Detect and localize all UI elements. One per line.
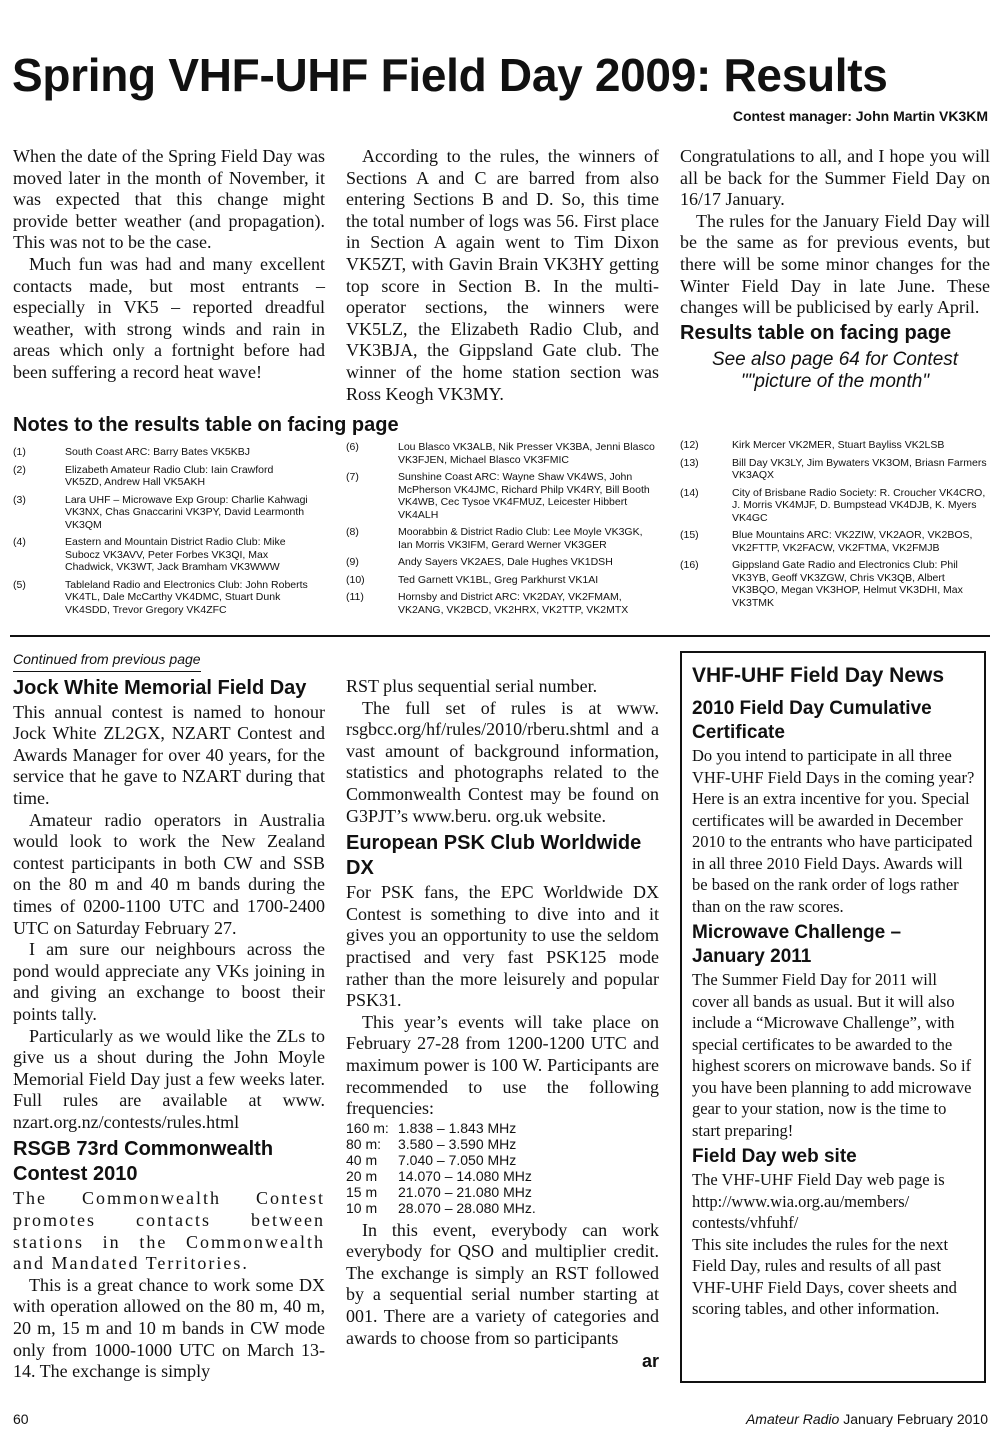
frequency-row [346, 1136, 536, 1152]
band-cell: 40 m [346, 1151, 378, 1168]
note-item [13, 446, 308, 459]
frequency-row [346, 1120, 536, 1136]
note-item [680, 439, 990, 452]
note-text: Kirk Mercer VK2MER, Stuart Bayliss VK2LSB [732, 439, 945, 451]
note-item [346, 471, 659, 521]
article-paragraph: This annual contest is named to honour Jock White ZL2GX, NZART Contest and Awards Manager for over 40 years, for the service that he gave to NZART during that time. [13, 701, 325, 808]
note-item [346, 574, 659, 587]
intro-paragraph: Congratulations to all, and I hope you will all be back for the Summer Field Day on 16/17 January. [680, 146, 990, 210]
note-number: (11) [346, 591, 364, 603]
note-item [680, 529, 990, 554]
article-paragraph: This year’s events will take place on February 27-28 from 1200-1200 UTC and maximum power is 100 W. Participants are recommended to use the following frequencies: [346, 1011, 659, 1119]
note-item [680, 487, 990, 525]
article-paragraph: In this event, everybody can work everybody for QSO and multiplier credit. The exchange is simply an RST followed by a sequential serial number starting at 001. There are a variety of categories and awards to choose from so participants [346, 1219, 659, 1348]
note-text: Ted Garnett VK1BL, Greg Parkhurst VK1AI [398, 573, 599, 586]
range-cell: 1.838 – 1.843 MHz [398, 1119, 517, 1136]
rsgb-heading: RSGB 73rd Commonwealth Contest 2010 [13, 1138, 274, 1186]
note-item [13, 536, 308, 574]
note-number: (16) [680, 559, 699, 571]
note-item [13, 464, 308, 489]
news-box [680, 651, 986, 1383]
note-number: (9) [346, 556, 359, 568]
band-cell: 10 m [346, 1199, 378, 1216]
news-subheading: Microwave Challenge – January 2011 [692, 922, 902, 967]
note-text: Blue Mountains ARC: VK2ZIW, VK2AOR, VK2BOS, VK2FTTP, VK2FACW, VK2FTMA, VK2FMJB [732, 529, 973, 554]
range-cell: 21.070 – 21.080 MHz [398, 1183, 532, 1200]
article-paragraph: Amateur radio operators in Australia would look to work the New Zealand contest participants in both CW and SSB on the 80 m and 40 m bands during the times of 0200-1100 UTC and 1700-2400 UTC on Saturday February 27. [13, 809, 325, 938]
notes-column-3 [680, 439, 990, 614]
range-cell: 14.070 – 14.080 MHz [398, 1167, 532, 1184]
note-item [346, 441, 659, 466]
news-paragraph: This site includes the rules for the next Field Day, rules and results of all past VHF-UHF Field Days, cover sheets and scoring tables, and other information. [692, 1234, 957, 1318]
news-box-title: VHF-UHF Field Day News [692, 664, 945, 687]
note-number: (8) [346, 526, 359, 538]
note-text: Lara UHF – Microwave Exp Group: Charlie Kahwagi VK3NX, Chas Gnaccarini VK3PY, David Learmonth VK3QM [65, 493, 308, 531]
intro-paragraph: When the date of the Spring Field Day was moved later in the month of November, it was expected that this change might provide better weather (and propagation). This was not to be the case. [13, 146, 325, 253]
article-title: Spring VHF-UHF Field Day 2009: Results [12, 49, 888, 101]
page-number: 60 [13, 1411, 29, 1427]
note-item [346, 556, 659, 569]
band-cell: 160 m: [346, 1119, 389, 1136]
frequency-row [346, 1152, 536, 1168]
note-number: (13) [680, 456, 699, 469]
frequency-table [346, 1120, 536, 1216]
note-text: Andy Sayers VK2AES, Dale Hughes VK1DSH [398, 556, 613, 568]
news-paragraph: Do you intend to participate in all three VHF-UHF Field Days in the coming year? Here is an extra incentive for you. Special certificates will be awarded in December 2010 to the entrants who have participated in all three 2010 Field Days. Awards will be based on the rank order of logs rather than on the raw scores. [692, 746, 975, 916]
continued-label: Continued from previous page [13, 649, 201, 672]
lower-column-1 [13, 648, 325, 1383]
note-text: Bill Day VK3LY, Jim Bywaters VK3OM, Briasn Farmers VK3AQX [732, 456, 987, 481]
note-item [13, 494, 308, 532]
note-number: (6) [346, 441, 359, 453]
article-paragraph: This is a great chance to work some DX with operation allowed on the 80 m, 40 m, 20 m, 15 m and 10 m bands in CW mode only from 1000-1000 UTC on March 13-14. The exchange is simply [13, 1274, 325, 1382]
see-also-note: See also page 64 for Contest ""picture of the month" [711, 348, 959, 392]
note-number: (1) [13, 446, 26, 458]
article-paragraph: I am sure our neighbours across the pond would appreciate any VKs joining in and giving an exchange to boost their points tally. [13, 939, 325, 1024]
issue-date: January February 2010 [843, 1411, 988, 1427]
frequency-row [346, 1168, 536, 1184]
news-subheading: 2010 Field Day Cumulative Certificate [692, 698, 932, 743]
range-cell: 7.040 – 7.050 MHz [398, 1151, 517, 1168]
notes-column-1 [13, 446, 308, 621]
note-text: Hornsby and District ARC: VK2DAY, VK2FMAM, VK2ANG, VK2BCD, VK2HRX, VK2TTP, VK2MTX [398, 591, 629, 616]
note-item [13, 579, 308, 617]
note-text: Tableland Radio and Electronics Club: John Roberts VK4TL, Dale McCarthy VK4DMC, Stuart Dunk VK4SDD, Trevor Gregory VK4ZFC [65, 578, 308, 616]
band-cell: 80 m: [346, 1135, 382, 1152]
note-number: (5) [13, 578, 26, 591]
article-paragraph: Particularly as we would like the ZLs to give us a shout during the John Moyle Memorial Field Day just a few weeks later. Full rules are available at www. nzart.org.nz/contests/rules.html [13, 1025, 325, 1132]
note-number: (7) [346, 471, 359, 483]
intro-paragraph: Much fun was had and many excellent contacts made, but most entrants – especially in VK5 – reported dreadful weather, with strong winds and rain in areas which only a fortnight before had been suffering a record heat wave! [13, 253, 325, 382]
lower-column-2 [346, 676, 659, 1373]
note-number: (15) [680, 529, 699, 541]
magazine-footer [746, 1411, 988, 1427]
note-text: Moorabbin & District Radio Club: Lee Moyle VK3GK, Ian Morris VK3IFM, Gerard Werner VK3GER [398, 526, 643, 551]
results-table-pointer: Results table on facing page [680, 321, 952, 344]
band-cell: 15 m [346, 1183, 378, 1200]
note-number: (14) [680, 486, 699, 499]
article-paragraph: The Commonwealth Contest promotes contacts between stations in the Commonwealth and Mandated Territories. [13, 1188, 325, 1274]
intro-paragraph: The rules for the January Field Day will be the same as for previous events, but there will be some minor changes for the Winter Field Day in late June. These changes will be publicised by early April. [680, 210, 990, 318]
news-box-content [692, 661, 976, 1322]
notes-column-2 [346, 441, 659, 621]
note-text: Lou Blasco VK3ALB, Nik Presser VK3BA, Jenni Blasco VK3FJEN, Michael Blasco VK3FMIC [398, 441, 655, 466]
notes-heading: Notes to the results table on facing page [13, 414, 399, 436]
note-item [346, 591, 659, 616]
psk-heading: European PSK Club Worldwide DX [346, 832, 642, 880]
note-number: (4) [13, 536, 26, 548]
note-text: South Coast ARC: Barry Bates VK5KBJ [65, 446, 251, 458]
frequency-row [346, 1184, 536, 1200]
note-item [346, 526, 659, 551]
note-text: Eastern and Mountain District Radio Club: Mike Subocz VK3AVV, Peter Forbes VK3QI, Max Chadwick, VK3WT, Jack Bramham VK3WWW [65, 536, 286, 573]
note-number: (3) [13, 493, 26, 506]
note-text: Gippsland Gate Radio and Electronics Club: Phil VK3YB, Geoff VK3ZGW, Chris VK3QB, Albert VK3BQO, Megan VK3HOP, Helmut VK3DHI, Max VK3TMK [732, 559, 963, 609]
intro-paragraph: According to the rules, the winners of Sections A and C are barred from also entering Sections B and D. So, this time the total number of logs was 56. First place in Section A again went to Tim Dixon VK5ZT, with Gavin Brain VK3HY getting top score in Section B. In the multi-operator sections, the winners were VK5LZ, the Elizabeth Radio Club, and VK3BJA, the Gippsland Gate club. The winner of the home station section was Ross Keogh VK3MY. [346, 146, 659, 404]
note-item [680, 457, 990, 482]
range-cell: 3.580 – 3.590 MHz [398, 1135, 517, 1152]
range-cell: 28.070 – 28.080 MHz. [398, 1199, 536, 1216]
article-paragraph: RST plus sequential serial number. [346, 676, 598, 696]
frequency-row [346, 1200, 536, 1216]
note-number: (12) [680, 439, 699, 451]
article-paragraph: The full set of rules is at www. rsgbcc.org/hf/rules/2010/rberu.shtml and a vast amount of background information, statistics and photographs related to the Commonwealth Contest may be found on G3PJT’s www.beru. org.uk website. [346, 697, 659, 826]
article-paragraph: For PSK fans, the EPC Worldwide DX Contest is something to dive into and it gives you an opportunity to use the seldom practised and very fast PSK125 mode rather than the more leisurely and popular PSK31. [346, 882, 659, 1011]
note-text: City of Brisbane Radio Society: R. Croucher VK4CRO, J. Morris VK4MJF, D. Bumpstead VK4DJB, K. Myers VK4GC [732, 486, 986, 524]
jock-white-heading: Jock White Memorial Field Day [13, 676, 307, 699]
section-divider [10, 635, 990, 637]
note-text: Elizabeth Amateur Radio Club: Iain Crawford VK5ZD, Andrew Hall VK5AKH [65, 463, 274, 488]
intro-column-2 [346, 146, 659, 405]
end-mark: ar [641, 1351, 659, 1372]
band-cell: 20 m [346, 1167, 378, 1184]
intro-column-1 [13, 146, 325, 384]
news-paragraph: The Summer Field Day for 2011 will cover all bands as usual. But it will also include a “Microwave Challenge”, with special certificates to be awarded to the highest scorers on microwave bands. So if you have been planning to add microwave gear to your station, now is the time to start preparing! [692, 970, 972, 1140]
note-text: Sunshine Coast ARC: Wayne Shaw VK4WS, John McPherson VK4JMC, Richard Philp VK4RY, Bill Booth VK4WB, Cec Tysoe VK4FMUZ, Leicester Hibbert VK4ALH [398, 471, 650, 521]
contest-manager-credit: Contest manager: John Martin VK3KM [732, 108, 988, 124]
intro-column-3 [680, 146, 990, 393]
news-subheading: Field Day web site [692, 1146, 857, 1167]
note-number: (10) [346, 573, 365, 586]
note-number: (2) [13, 463, 26, 476]
magazine-name: Amateur Radio [745, 1411, 840, 1427]
note-item [680, 559, 990, 609]
news-paragraph: The VHF-UHF Field Day web page is http://www.wia.org.au/members/ contests/vhfuhf/ [692, 1170, 945, 1232]
